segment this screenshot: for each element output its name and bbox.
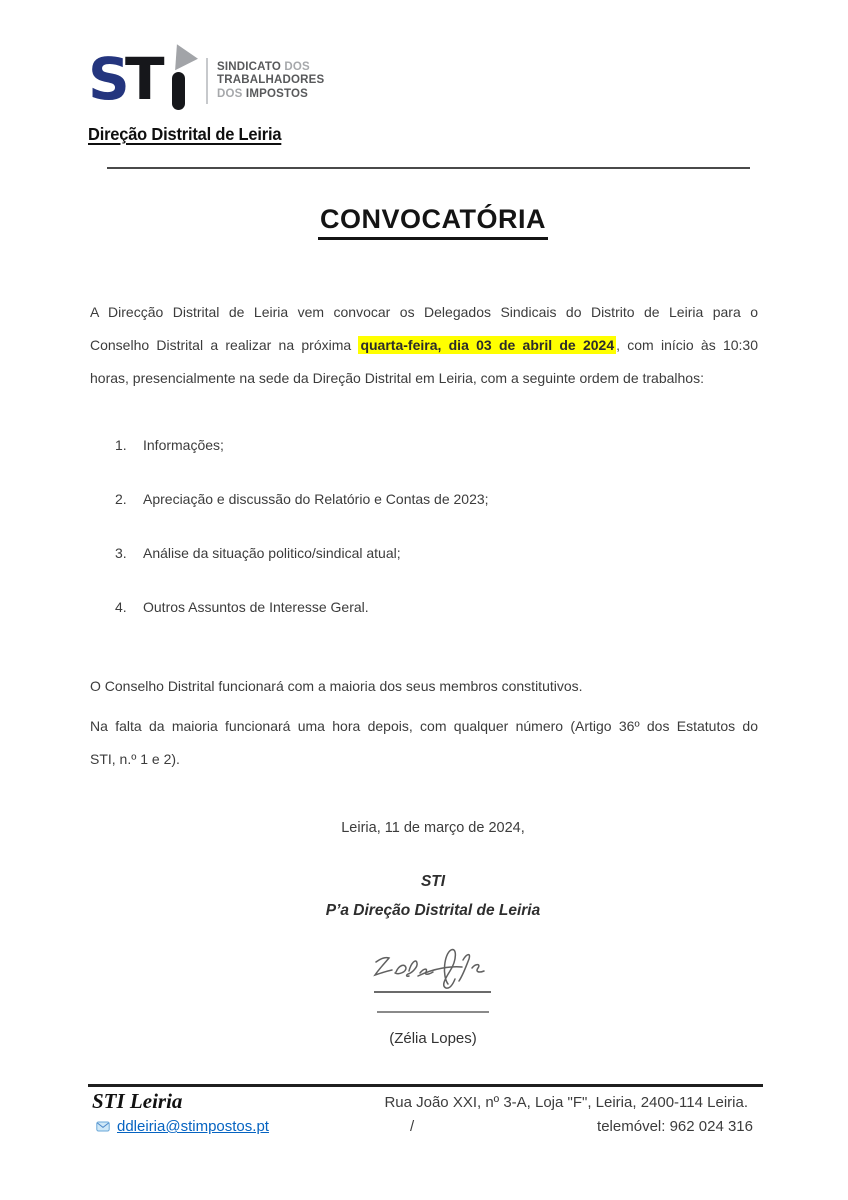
sti-logo-letters (88, 45, 200, 114)
list-item (115, 542, 735, 564)
intro-paragraph (90, 296, 758, 395)
email-link[interactable]: ddleiria@stimpostos.pt (117, 1118, 269, 1135)
signature-line (374, 991, 491, 993)
logo-letter-s: S (88, 45, 130, 113)
logo-text-line1: SINDICATO (217, 60, 281, 73)
signatory-name: (Zélia Lopes) (389, 1030, 477, 1047)
list-item-number: 2. (115, 491, 127, 507)
title-row (90, 204, 776, 240)
fallback-line-2: STI, n.º 1 e 2). (90, 751, 180, 767)
signature-org: STI (420, 873, 446, 890)
quorum-paragraph: O Conselho Distrital funcionará com a maioria dos seus membros constitutivos. (90, 678, 583, 694)
signature-for-line: P’a Direção Distrital de Leiria (325, 902, 541, 919)
sti-logo (88, 45, 325, 114)
agenda-list (115, 434, 735, 650)
email-icon (96, 1120, 110, 1133)
list-item-number: 3. (115, 545, 127, 561)
logo-letter-t: T (125, 45, 165, 113)
logo-letter-i-stem (172, 72, 185, 110)
page-title: CONVOCATÓRIA (318, 204, 548, 240)
footer-rule (88, 1084, 763, 1087)
fallback-line-1: Na falta da maioria funcionará uma hora depois, com qualquer número (Artigo 36º dos Estatutos do (90, 718, 758, 734)
fallback-paragraph (90, 710, 758, 776)
signature-line-2 (377, 1011, 489, 1013)
list-item-text: Apreciação e discussão do Relatório e Contas de 2023; (143, 491, 489, 507)
footer-address: Rua João XXI, nº 3-A, Loja "F", Leiria, 2400-114 Leiria. (384, 1094, 748, 1111)
list-item-text: Informações; (143, 437, 224, 453)
logo-divider (206, 58, 208, 104)
dateline: Leiria, 11 de março de 2024, (341, 820, 525, 836)
intro-line-2: Conselho Distrital a realizar na próxima quarta-feira, dia 03 de abril de 2024 , com início às 10:30 (90, 337, 759, 353)
play-triangle-icon (175, 44, 199, 71)
logo-org-name: SINDICATO DOS TRABALHADORES DOS IMPOSTOS (217, 60, 325, 100)
list-item (115, 434, 735, 456)
highlighted-date: quarta-feira, dia 03 de abril de 2024 (360, 337, 615, 353)
department-heading: Direção Distrital de Leiria (88, 124, 282, 144)
intro-line-3: horas, presencialmente na sede da Direção Distrital em Leiria, com a seguinte ordem de trabalhos: (90, 370, 704, 386)
footer-org-name: STI Leiria (92, 1089, 183, 1113)
footer-phone: telemóvel: 962 024 316 (597, 1118, 753, 1135)
footer-separator: / (410, 1118, 415, 1135)
list-item-text: Análise da situação politico/sindical atual; (143, 545, 401, 561)
list-item (115, 488, 735, 510)
list-item-number: 4. (115, 599, 127, 615)
logo-text-line3: IMPOSTOS (245, 87, 309, 100)
list-item (115, 596, 735, 618)
list-item-text: Outros Assuntos de Interesse Geral. (143, 599, 369, 615)
logo-text-line2: TRABALHADORES (217, 74, 325, 87)
intro-line-1: A Direcção Distrital de Leiria vem convocar os Delegados Sindicais do Distrito de Leiria para o (90, 304, 758, 320)
list-item-number: 1. (115, 437, 127, 453)
header-rule (107, 167, 750, 169)
